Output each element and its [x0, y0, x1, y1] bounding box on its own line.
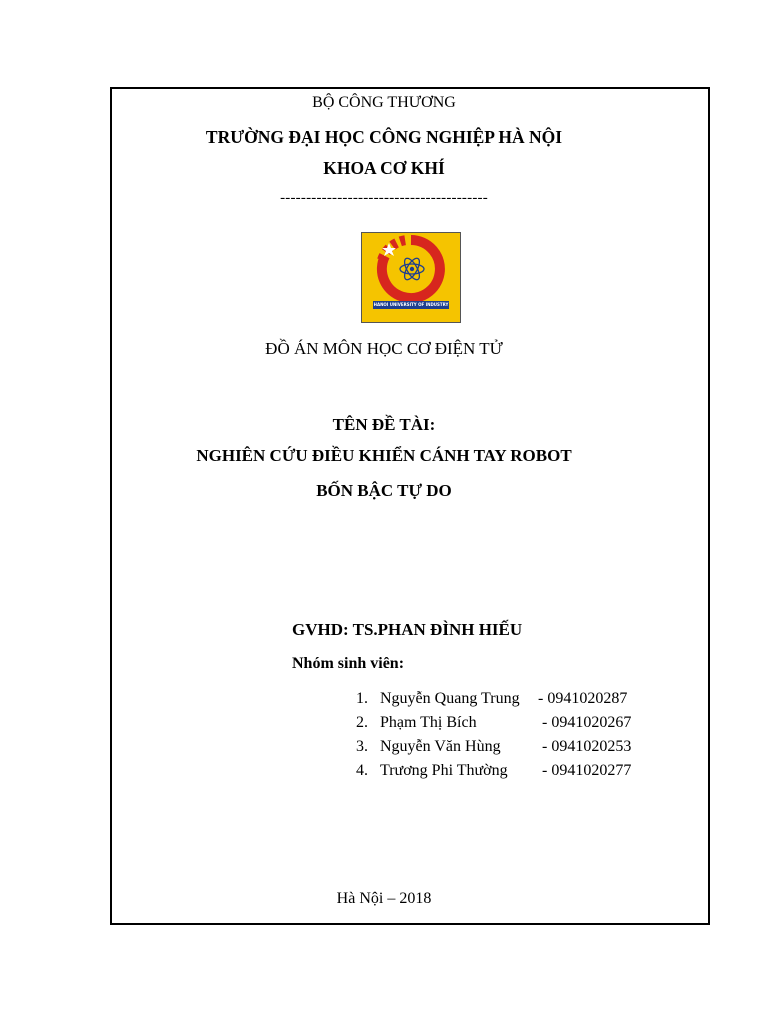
haui-logo-icon	[361, 232, 461, 323]
student-name: Nguyễn Văn Hùng	[380, 738, 501, 755]
student-name: Phạm Thị Bích	[380, 714, 477, 731]
faculty-name: KHOA CƠ KHÍ	[323, 158, 445, 178]
student-number: 2.	[356, 714, 368, 731]
university-logo	[361, 232, 461, 323]
page-border	[110, 87, 710, 925]
topic-title-line-2: BỐN BẬC TỰ DO	[316, 481, 452, 500]
topic-title-line-1: NGHIÊN CỨU ĐIỀU KHIỂN CÁNH TAY ROBOT	[196, 446, 572, 465]
place-and-year: Hà Nội – 2018	[336, 890, 432, 907]
student-item	[356, 761, 656, 785]
logo-caption: HANOI UNIVERSITY OF INDUSTRY	[373, 302, 449, 307]
student-phone: - 0941020287	[538, 690, 628, 707]
student-name: Trương Phi Thường	[380, 762, 508, 779]
student-phone: - 0941020277	[542, 762, 632, 779]
separator-line: ----------------------------------------	[280, 190, 488, 206]
student-number: 3.	[356, 738, 368, 755]
student-number: 1.	[356, 690, 368, 707]
course-title: ĐỒ ÁN MÔN HỌC CƠ ĐIỆN TỬ	[265, 339, 503, 358]
university-name: TRƯỜNG ĐẠI HỌC CÔNG NGHIỆP HÀ NỘI	[205, 127, 563, 147]
student-item	[356, 713, 656, 737]
student-phone: - 0941020253	[542, 738, 632, 755]
student-name: Nguyễn Quang Trung	[380, 690, 520, 707]
student-number: 4.	[356, 762, 368, 779]
student-phone: - 0941020267	[542, 714, 632, 731]
student-item	[356, 689, 656, 713]
advisor: GVHD: TS.PHAN ĐÌNH HIẾU	[292, 620, 523, 639]
student-item	[356, 737, 656, 761]
student-list	[356, 689, 656, 785]
ministry-name: BỘ CÔNG THƯƠNG	[312, 94, 456, 111]
topic-label: TÊN ĐỀ TÀI:	[332, 415, 436, 434]
student-group-label: Nhóm sinh viên:	[292, 655, 405, 672]
